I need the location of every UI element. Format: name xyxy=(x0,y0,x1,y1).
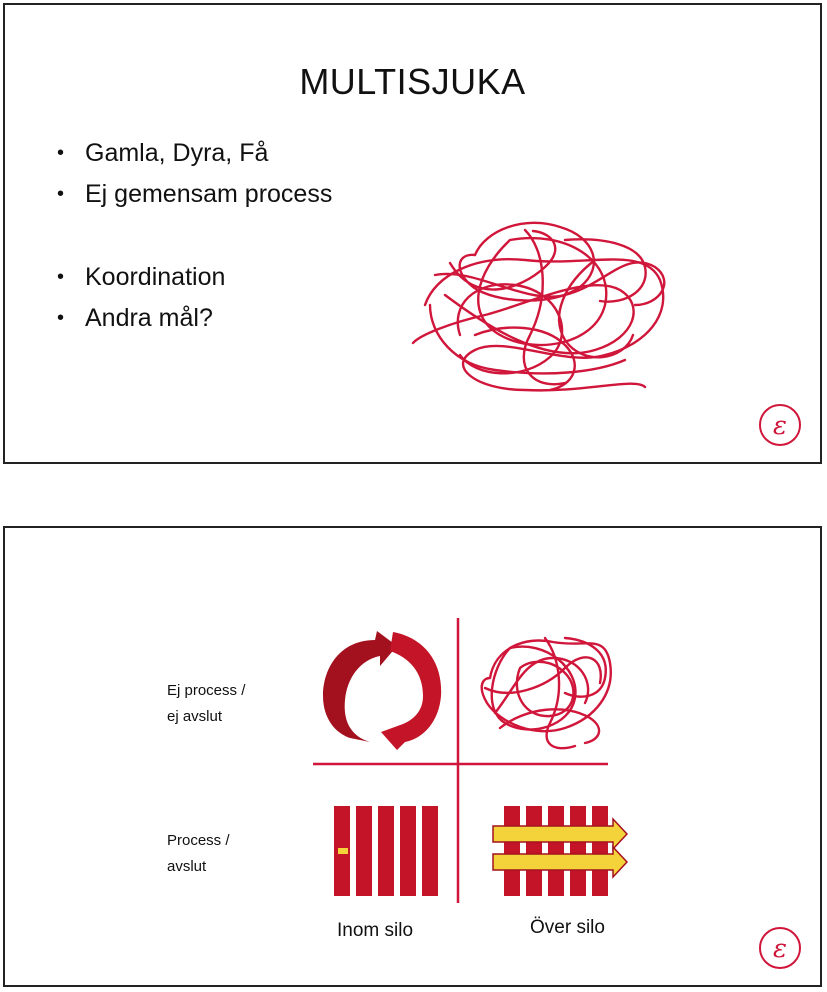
circular-arrows-icon xyxy=(323,631,441,750)
column-label-over-silo: Över silo xyxy=(530,917,605,938)
logo-icon xyxy=(758,926,802,970)
bullet-item: • Koordination xyxy=(57,263,226,291)
slide-2 xyxy=(3,526,822,987)
column-label-inom-silo: Inom silo xyxy=(337,920,414,941)
row-label-process: Process / avslut xyxy=(167,832,230,875)
red-scribble-tangle xyxy=(482,638,611,748)
bullet-item: • Andra mål? xyxy=(57,304,213,332)
slide-title: MULTISJUKA xyxy=(299,61,526,102)
row-label-no-process: Ej process / ej avslut xyxy=(167,682,246,725)
bullet-item: • Ej gemensam process xyxy=(57,180,333,208)
bullet-item: • Gamla, Dyra, Få xyxy=(57,139,269,167)
slide-1 xyxy=(3,3,822,464)
arrows-across-silos-icon xyxy=(493,806,627,896)
logo-icon xyxy=(758,403,802,447)
silo-bars-icon xyxy=(334,806,438,896)
red-scribble-tangle xyxy=(5,5,820,462)
svg-text:ε: ε xyxy=(773,934,787,964)
svg-text:ε: ε xyxy=(773,411,787,441)
quadrant-diagram xyxy=(5,528,820,985)
